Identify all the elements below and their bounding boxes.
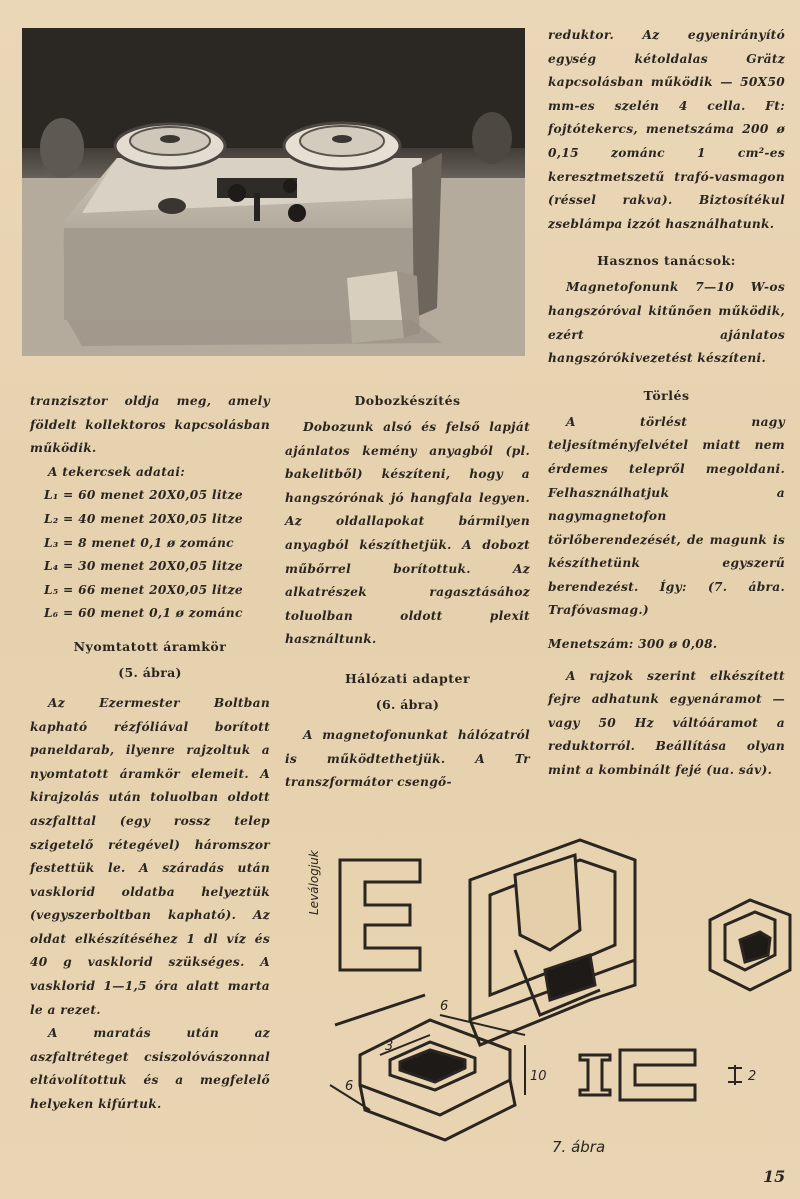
section-heading-box-making: Dobozkészítés [354, 393, 461, 408]
figure-7-drawing [290, 820, 800, 1160]
section-heading-useful-tips: Hasznos tanácsok: [597, 253, 736, 269]
left-intro-text: tranzisztor oldja meg, amely földelt kollektoros kapcsolásban működik. [30, 394, 270, 456]
i-lamination-shape [580, 1055, 610, 1095]
figure-caption: 7. ábra [552, 1138, 606, 1156]
middle-column [285, 390, 530, 795]
coil-item: L₃ = 8 menet 0,1 ø zománc [44, 535, 234, 550]
tape-recorder-illustration [22, 28, 525, 356]
printed-circuit-paragraph: Az Ezermester Boltban kapható rézfóliával borított paneldarab, ilyenre rajzoltuk a nyomtatott áramkör elemeit. A kirajzolás után toluolban oldott aszfalttal (egy rossz telep szigetelő rétegével) háromszor festettük le. A száradás után vasklorid oldatba helyeztük (vegyszerboltban kapható). Az oldat elkészítéséhez 1 dl víz és 40 g vasklorid szükséges. A vasklorid 1—1,5 óra alatt marta le a rezet. [30, 695, 270, 1017]
ground-label: Leválogjuk [307, 850, 321, 915]
dimension-6b: 6 [345, 1079, 354, 1094]
dimension-6a: 6 [440, 999, 449, 1014]
section-subheading-figure-5: (5. ábra) [118, 664, 182, 680]
transformer-core-diagram [290, 820, 800, 1160]
coil-data-heading: A tekercsek adatai: [48, 464, 186, 479]
coil-item: L₁ = 60 menet 20X0,05 litze [44, 488, 243, 503]
e-lamination-shape [340, 860, 420, 970]
box-making-paragraph: Dobozunk alsó és felső lapját ajánlatos kemény anyagból (pl. bakelitből) készíteni, hogy a hangszórónak jó hangfala legyen. Az oldallapokat bármilyen anyagból készíthetjük. A dobozt műbőrrel borítottuk. Az alkatrészek ragasztásához toluolban oldott plexit használtunk. [285, 420, 530, 647]
tape-recorder-photo [22, 28, 525, 356]
etching-paragraph: A maratás után az aszfaltréteget csiszolóvászonnal eltávolítottuk és a megfelelő helyeken kifúrtuk. [30, 1026, 270, 1112]
coil-item: L₂ = 40 menet 20X0,05 litze [44, 511, 243, 526]
page-number: 15 [763, 1167, 786, 1186]
c-lamination-shape [620, 1050, 695, 1100]
erasing-paragraph: A törlést nagy teljesítményfelvétel miatt nem érdemes telepről megoldani. Felhasználhatjuk a nagymagnetofon törlőberendezését, de magunk is készíthetünk egyszerű berendezést. Így: (7. ábra. Trafóvasmag.) [548, 414, 785, 618]
right-column [548, 24, 785, 783]
turns-count: Menetszám: 300 ø 0,08. [548, 637, 718, 652]
section-subheading-figure-6: (6. ábra) [375, 696, 440, 712]
coil-item: L₅ = 66 menet 20X0,05 litze [44, 582, 243, 597]
left-column [30, 390, 270, 1117]
section-heading-erasing: Törlés [643, 387, 690, 403]
head-paragraph: A rajzok szerint elkészített fejre adhatunk egyenáramot — vagy 50 Hz váltóáramot a reduktorról. Beállítása olyan mint a kombinált fejé (ua. sáv). [548, 668, 785, 778]
coil-list [30, 484, 270, 626]
dimension-2: 2 [748, 1069, 757, 1084]
mains-adapter-paragraph: A magnetofonunkat hálózatról is működtethetjük. A Tr transzformátor csengő- [285, 727, 530, 790]
useful-tips-paragraph: Magnetofonunk 7—10 W-os hangszóróval kitűnően működik, ezért ajánlatos hangszórókivezetést készíteni. [548, 280, 785, 366]
section-heading-printed-circuit: Nyomtatott áramkör [73, 638, 227, 654]
coil-item: L₄ = 30 menet 20X0,05 litze [44, 559, 243, 574]
dimension-3: 3 [385, 1039, 394, 1054]
coil-item: L₆ = 60 menet 0,1 ø zománc [44, 606, 243, 621]
section-heading-mains-adapter: Hálózati adapter [344, 670, 471, 686]
reductor-paragraph: reduktor. Az egyenirányító egység kétoldalas Grätz kapcsolásban működik — 50X50 mm-es szelén 4 cella. Ft: fojtótekercs, menetszáma 200 ø 0,15 zománc 1 cm²-es keresztmetszetű trafó-vasmagon (réssel rakva). Biztosítékul zseblámpa izzót használhatunk. [548, 28, 785, 231]
dimension-10: 10 [530, 1069, 547, 1084]
